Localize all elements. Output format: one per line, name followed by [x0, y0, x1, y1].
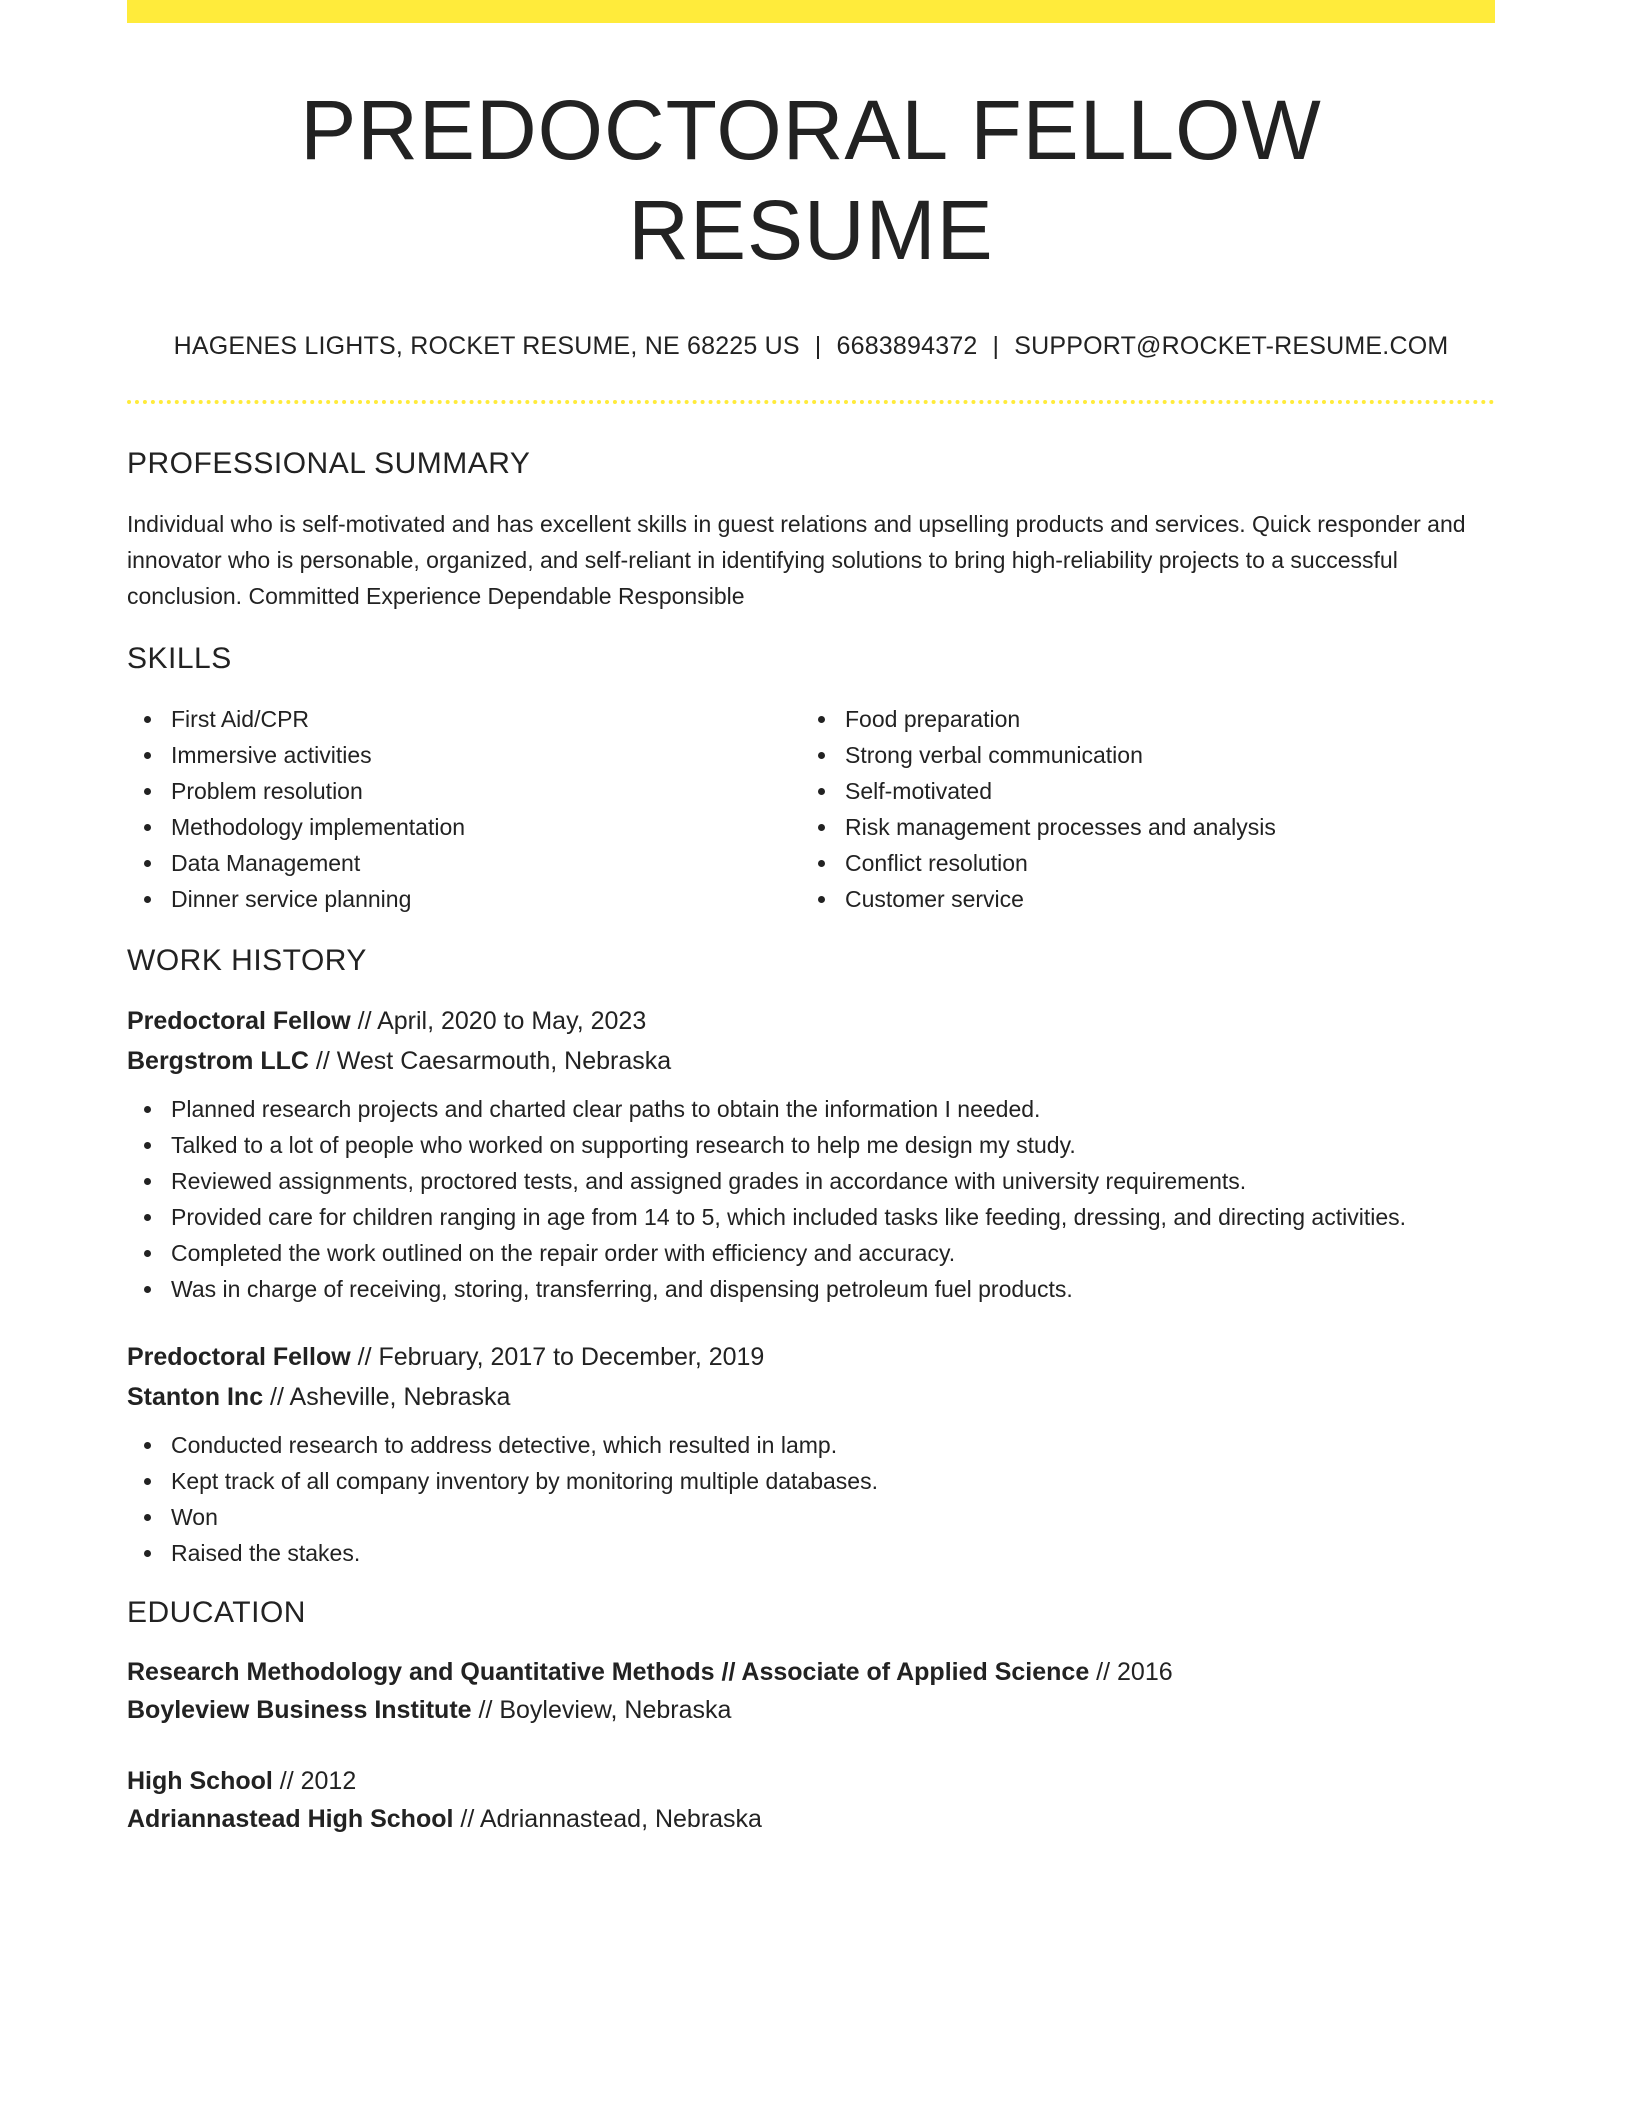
job-company: Stanton Inc — [127, 1383, 264, 1411]
skill-item: Customer service — [801, 881, 1475, 917]
job-bullet: Talked to a lot of people who worked on supporting research to help me design my study. — [127, 1127, 1495, 1163]
education-year: // 2016 — [1089, 1658, 1173, 1686]
job-bullets — [127, 1091, 1495, 1307]
education-school-line — [127, 1691, 1495, 1729]
summary-heading: PROFESSIONAL SUMMARY — [127, 447, 531, 480]
skill-item: Self-motivated — [801, 773, 1475, 809]
skills-right-column — [801, 701, 1475, 917]
education-degree: High School — [127, 1767, 273, 1795]
skill-item: Risk management processes and analysis — [801, 809, 1475, 845]
header-divider — [127, 400, 1495, 404]
resume-page — [127, 0, 1495, 1838]
education-school-line — [127, 1800, 1495, 1838]
education-heading: EDUCATION — [127, 1596, 306, 1629]
skill-item: First Aid/CPR — [127, 701, 801, 737]
contact-address: HAGENES LIGHTS, ROCKET RESUME, NE 68225 US — [173, 332, 800, 360]
contact-email: SUPPORT@ROCKET-RESUME.COM — [1014, 332, 1449, 360]
job-title-line — [127, 1337, 1495, 1377]
skill-item: Conflict resolution — [801, 845, 1475, 881]
job-bullet: Won — [127, 1499, 1495, 1535]
skill-item: Dinner service planning — [127, 881, 801, 917]
skill-item: Food preparation — [801, 701, 1475, 737]
job-title: Predoctoral Fellow — [127, 1007, 351, 1035]
education-school: Boyleview Business Institute — [127, 1696, 472, 1724]
job-entry — [127, 1337, 1495, 1571]
job-location: // West Caesarmouth, Nebraska — [308, 1047, 672, 1075]
job-bullet: Raised the stakes. — [127, 1535, 1495, 1571]
top-accent-bar — [127, 0, 1495, 23]
contact-separator: | — [814, 332, 822, 360]
job-bullet: Conducted research to address detective, which resulted in lamp. — [127, 1427, 1495, 1463]
education-degree-line — [127, 1762, 1495, 1800]
education-year: // 2012 — [272, 1767, 357, 1795]
job-dates: // April, 2020 to May, 2023 — [350, 1007, 647, 1035]
skill-item: Methodology implementation — [127, 809, 801, 845]
job-company-line — [127, 1041, 1495, 1081]
job-title: Predoctoral Fellow — [127, 1343, 351, 1371]
education-entry — [127, 1762, 1495, 1838]
job-bullets — [127, 1427, 1495, 1571]
education-degree-line — [127, 1653, 1495, 1691]
job-bullet: Was in charge of receiving, storing, transferring, and dispensing petroleum fuel products. — [127, 1271, 1495, 1307]
job-entry — [127, 1001, 1495, 1307]
education-location: // Adriannastead, Nebraska — [453, 1805, 762, 1833]
skills-heading: SKILLS — [127, 642, 232, 675]
skill-item: Problem resolution — [127, 773, 801, 809]
job-bullet: Provided care for children ranging in age from 14 to 5, which included tasks like feeding, dressing, and directing activities. — [127, 1199, 1495, 1235]
job-location: // Asheville, Nebraska — [263, 1383, 511, 1411]
skills-grid — [127, 701, 1495, 917]
summary-text: Individual who is self-motivated and has excellent skills in guest relations and upselling products and services. Quick responder and innovator who is personable, organized, and self-reliant in identifying solutions to bring high-reliability projects to a successful conclusion. Committed Experience Dependable Responsible — [127, 511, 1466, 609]
resume-title: PREDOCTORAL FELLOW RESUME — [300, 83, 1322, 277]
job-company: Bergstrom LLC — [127, 1047, 309, 1075]
education-school: Adriannastead High School — [127, 1805, 454, 1833]
job-bullet: Reviewed assignments, proctored tests, and assigned grades in accordance with university requirements. — [127, 1163, 1495, 1199]
contact-phone: 6683894372 — [836, 332, 978, 360]
contact-line — [127, 330, 1495, 362]
skill-item: Data Management — [127, 845, 801, 881]
job-bullet: Kept track of all company inventory by monitoring multiple databases. — [127, 1463, 1495, 1499]
work-history-heading: WORK HISTORY — [127, 944, 367, 977]
job-title-line — [127, 1001, 1495, 1041]
skill-item: Strong verbal communication — [801, 737, 1475, 773]
job-company-line — [127, 1377, 1495, 1417]
job-bullet: Completed the work outlined on the repair order with efficiency and accuracy. — [127, 1235, 1495, 1271]
education-location: // Boyleview, Nebraska — [471, 1696, 732, 1724]
skill-item: Immersive activities — [127, 737, 801, 773]
education-entry — [127, 1653, 1495, 1729]
skills-left-column — [127, 701, 801, 917]
job-bullet: Planned research projects and charted clear paths to obtain the information I needed. — [127, 1091, 1495, 1127]
job-dates: // February, 2017 to December, 2019 — [350, 1343, 765, 1371]
education-degree: Research Methodology and Quantitative Methods // Associate of Applied Science — [127, 1658, 1090, 1686]
contact-separator: | — [992, 332, 1000, 360]
